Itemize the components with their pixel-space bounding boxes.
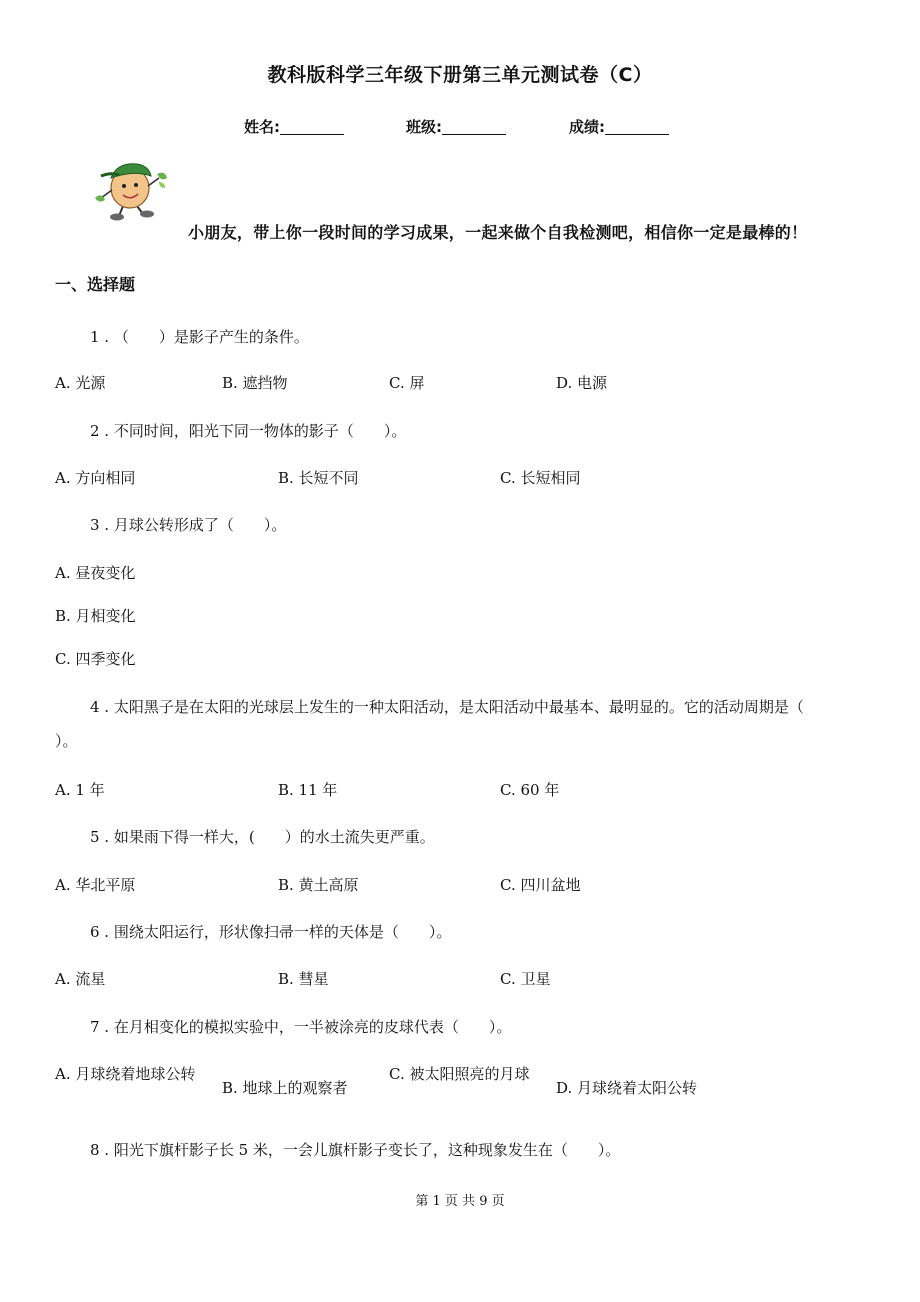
q2-option-c[interactable]: C. 长短相同: [500, 469, 581, 487]
q4-option-b[interactable]: B. 11 年: [278, 781, 338, 799]
question-8-stem: 8 . 阳光下旗杆影子长 5 米，一会儿旗杆影子变长了，这种现象发生在（ ）。: [90, 1141, 621, 1159]
class-blank[interactable]: [442, 118, 506, 135]
q1-option-d[interactable]: D. 电源: [556, 374, 608, 392]
class-field: [406, 116, 506, 137]
page-number-footer: 第 1 页 共 9 页: [415, 1194, 505, 1209]
q5-option-b[interactable]: B. 黄土高原: [278, 876, 359, 894]
name-field: [244, 116, 344, 137]
name-blank[interactable]: [280, 118, 344, 135]
question-6-stem: 6 . 围绕太阳运行，形状像扫帚一样的天体是（ ）。: [90, 923, 452, 941]
q4-option-a[interactable]: A. 1 年: [55, 781, 105, 799]
q6-option-c[interactable]: C. 卫星: [500, 970, 551, 988]
q7-option-c[interactable]: C. 被太阳照亮的月球: [389, 1065, 530, 1083]
q1-option-a[interactable]: A. 光源: [55, 374, 106, 392]
page-title: 教科版科学三年级下册第三单元测试卷（C）: [267, 64, 653, 86]
question-5-stem: 5 . 如果雨下得一样大，( ）的水土流失更严重。: [90, 828, 435, 846]
q5-option-a[interactable]: A. 华北平原: [55, 876, 136, 894]
q3-option-a[interactable]: A. 昼夜变化: [55, 564, 136, 582]
score-blank[interactable]: [605, 118, 669, 135]
q7-option-b[interactable]: B. 地球上的观察者: [222, 1079, 348, 1097]
section-title: 一、选择题: [55, 275, 136, 294]
name-label: 姓名:: [244, 118, 280, 136]
class-label: 班级:: [406, 118, 442, 136]
question-1-stem: 1 . （ ）是影子产生的条件。: [90, 328, 309, 346]
question-2-stem: 2 . 不同时间，阳光下同一物体的影子（ ）。: [90, 422, 407, 440]
q3-option-c[interactable]: C. 四季变化: [55, 650, 136, 668]
question-3-stem: 3 . 月球公转形成了（ ）。: [90, 516, 287, 534]
q1-option-c[interactable]: C. 屏: [389, 374, 425, 392]
q7-option-a[interactable]: A. 月球绕着地球公转: [55, 1065, 196, 1083]
q6-option-b[interactable]: B. 彗星: [278, 970, 329, 988]
q4-option-c[interactable]: C. 60 年: [500, 781, 560, 799]
q3-option-b[interactable]: B. 月相变化: [55, 607, 136, 625]
q2-option-a[interactable]: A. 方向相同: [55, 469, 136, 487]
question-4-stem: 4 . 太阳黑子是在太阳的光球层上发生的一种太阳活动，是太阳活动中最基本、最明显的。它的活动周期是（: [90, 698, 804, 716]
question-7-stem: 7 . 在月相变化的模拟实验中，一半被涂亮的皮球代表（ ）。: [90, 1018, 512, 1036]
score-field: [569, 116, 669, 137]
encouragement-text: 小朋友，带上你一段时间的学习成果，一起来做个自我检测吧，相信你一定是最棒的！: [188, 223, 808, 242]
q1-option-b[interactable]: B. 遮挡物: [222, 374, 288, 392]
q6-option-a[interactable]: A. 流星: [55, 970, 106, 988]
q7-option-d[interactable]: D. 月球绕着太阳公转: [556, 1079, 698, 1097]
q5-option-c[interactable]: C. 四川盆地: [500, 876, 581, 894]
score-label: 成绩:: [569, 118, 605, 136]
question-4-stem-cont: ）。: [55, 732, 78, 750]
cartoon-child-mascot-icon: [93, 156, 169, 226]
q2-option-b[interactable]: B. 长短不同: [278, 469, 359, 487]
